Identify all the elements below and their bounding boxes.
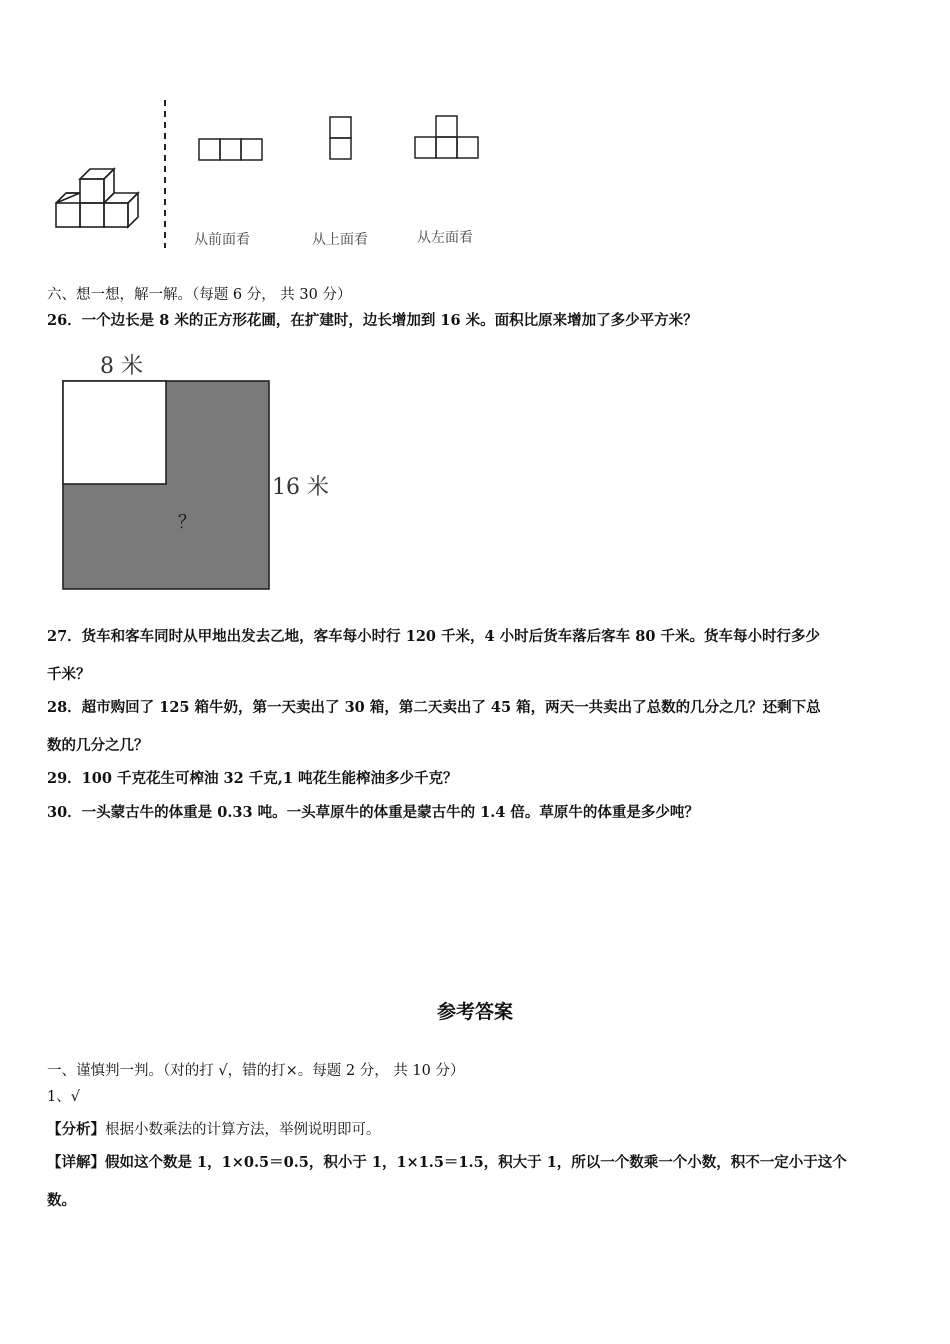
left-view-shape [414, 115, 482, 161]
analysis-line [47, 1120, 381, 1140]
detail-line1 [47, 1153, 847, 1173]
answer-1: 1、√ [47, 1089, 80, 1105]
analysis-tag: 【分析】 [47, 1121, 105, 1138]
top-view-shape [329, 116, 353, 162]
detail-text-1: 假如这个数是 1，1×0.5＝0.5，积小于 1，1×1.5＝1.5，积大于 1，所以一个数乘一个小数，积不一定小于这个 [105, 1154, 847, 1171]
q30-text: 30．一头蒙古牛的体重是 0.33 吨。一头草原牛的体重是蒙古牛的 1.4 倍。草原牛的体重是多少吨？ [47, 804, 699, 821]
front-view-shape [198, 138, 266, 162]
cube-stack-figure [50, 155, 150, 235]
q26-top-label: 8 米 [100, 354, 143, 379]
q26-side-label: 16 米 [272, 475, 329, 500]
analysis-text: 根据小数乘法的计算方法，举例说明即可。 [105, 1122, 381, 1138]
left-view-label: 从左面看 [417, 230, 473, 246]
q26-question-mark: ？ [178, 512, 196, 533]
q28-line2: 数的几分之几？ [47, 737, 149, 754]
q26-text: 26．一个边长是 8 米的正方形花圃，在扩建时，边长增加到 16 米。面积比原来增加了多少平方米？ [47, 312, 698, 329]
q28-line1: 28．超市购回了 125 箱牛奶，第一天卖出了 30 箱，第二天卖出了 45 箱，两天一共卖出了总数的几分之几？还剩下总 [47, 699, 821, 716]
q26-square-figure [62, 380, 272, 592]
detail-tag: 【详解】 [47, 1154, 105, 1171]
section6-heading: 六、想一想，解一解。（每题 6 分， 共 30 分） [47, 287, 352, 303]
answers-section1-heading: 一、谨慎判一判。（对的打 √，错的打×。每题 2 分， 共 10 分） [47, 1063, 465, 1079]
q27-line2: 千米？ [47, 666, 91, 683]
dashed-divider [162, 100, 168, 250]
front-view-label: 从前面看 [194, 232, 250, 248]
q27-line1: 27．货车和客车同时从甲地出发去乙地，客车每小时行 120 千米，4 小时后货车落后客车 80 千米。货车每小时行多少 [47, 628, 820, 645]
answers-title: 参考答案 [436, 1001, 513, 1023]
q29-text: 29．100 千克花生可榨油 32 千克,1 吨花生能榨油多少千克？ [47, 770, 458, 787]
detail-line2: 数。 [47, 1192, 76, 1209]
top-view-label: 从上面看 [312, 232, 368, 248]
